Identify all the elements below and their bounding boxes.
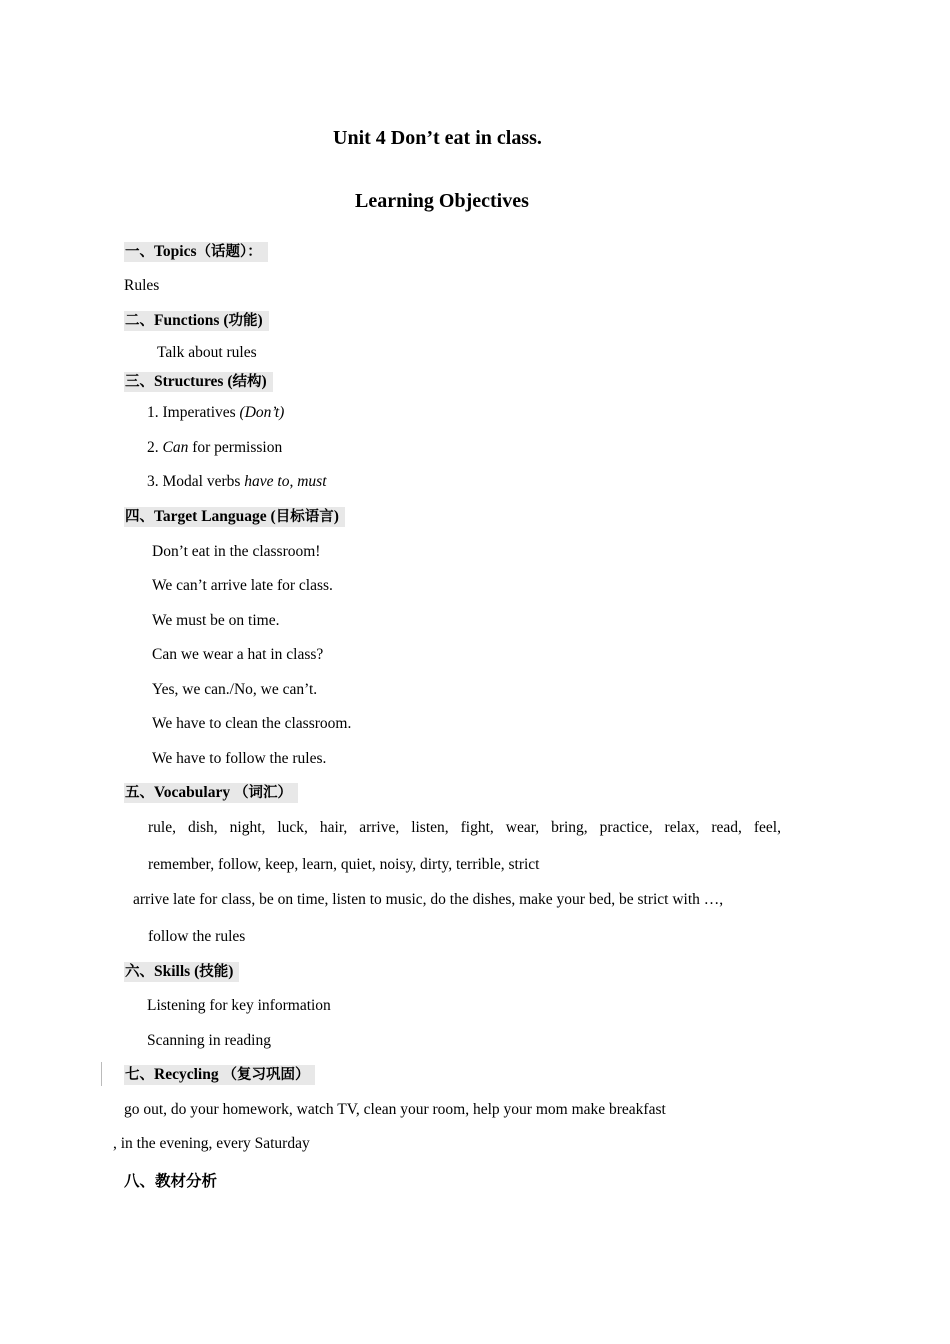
structure-item [147,439,282,457]
section-heading-skills [124,962,239,982]
heading-english: Recycling [154,1066,223,1083]
section-heading-textbook-analysis: 八、教材分析 [124,1172,218,1190]
structure-item [147,473,327,491]
heading-close: ) [333,508,339,525]
target-sentence: Don’t eat in the classroom! [152,543,321,560]
section-heading-vocabulary [124,783,298,803]
heading-chinese: 目标语言 [275,509,334,525]
heading-english: Vocabulary [154,784,234,801]
heading-english: Functions ( [154,312,229,329]
heading-number: 六、 [125,964,154,980]
structure-item-text: 3. Modal verbs [147,473,245,490]
heading-english: Skills ( [154,963,200,980]
skill-item: Listening for key information [147,997,331,1014]
heading-number: 七、 [125,1067,154,1083]
structure-item-italic: (Don’t) [239,404,285,421]
vocabulary-words-line: remember, follow, keep, learn, quiet, noisy, dirty, terrible, strict [148,856,540,873]
structure-item [147,404,284,422]
heading-number: 三、 [125,374,154,390]
heading-number: 二、 [125,313,154,329]
heading-english: Topics [154,243,197,260]
heading-chinese: 技能 [199,964,229,980]
heading-number: 四、 [125,509,154,525]
functions-content: Talk about rules [157,344,257,361]
heading-number: 一、 [125,244,154,260]
heading-close: ) [228,963,234,980]
structure-item-text: 2. [147,439,163,456]
structure-item-italic: have to, must [244,473,327,490]
heading-english: Structures ( [154,373,233,390]
heading-chinese: （词汇） [233,785,292,801]
target-sentence: We can’t arrive late for class. [152,577,333,594]
section-heading-recycling [124,1065,315,1085]
target-sentence: Can we wear a hat in class? [152,646,324,663]
section-heading-structures [124,372,273,392]
target-sentence: We have to follow the rules. [152,750,327,767]
structure-item-text: 1. Imperatives [147,404,240,421]
section-heading-topics [124,242,268,262]
vocabulary-words-line: rule, dish, night, luck, hair, arrive, listen, fight, wear, bring, practice, relax, read, feel, [148,819,781,836]
heading-number: 五、 [125,785,154,801]
topics-content: Rules [124,277,160,294]
heading-close: ) [261,373,267,390]
heading-chinese: （复习巩固） [222,1067,310,1083]
page-subtitle: Learning Objectives [355,190,529,212]
recycling-line: , in the evening, every Saturday [113,1135,310,1152]
heading-close: ) [257,312,263,329]
recycling-line: go out, do your homework, watch TV, clean your room, help your mom make breakfast [124,1101,666,1118]
heading-chinese: （话题）： [196,244,262,260]
margin-divider [101,1062,102,1086]
vocabulary-phrases-line: arrive late for class, be on time, listen to music, do the dishes, make your bed, be strict with …, [133,891,724,908]
target-sentence: We must be on time. [152,612,280,629]
structure-item-text: for permission [188,439,283,456]
target-sentence: We have to clean the classroom. [152,715,352,732]
structure-item-italic: Can [162,439,189,456]
target-sentence: Yes, we can./No, we can’t. [152,681,318,698]
skill-item: Scanning in reading [147,1032,271,1049]
heading-chinese: 结构 [232,374,262,390]
heading-english: Target Language ( [154,508,276,525]
section-heading-target-language [124,507,345,527]
section-heading-functions [124,311,269,331]
heading-chinese: 功能 [228,313,258,329]
vocabulary-phrases-line: follow the rules [148,928,246,945]
page-title: Unit 4 Don’t eat in class. [333,127,542,149]
